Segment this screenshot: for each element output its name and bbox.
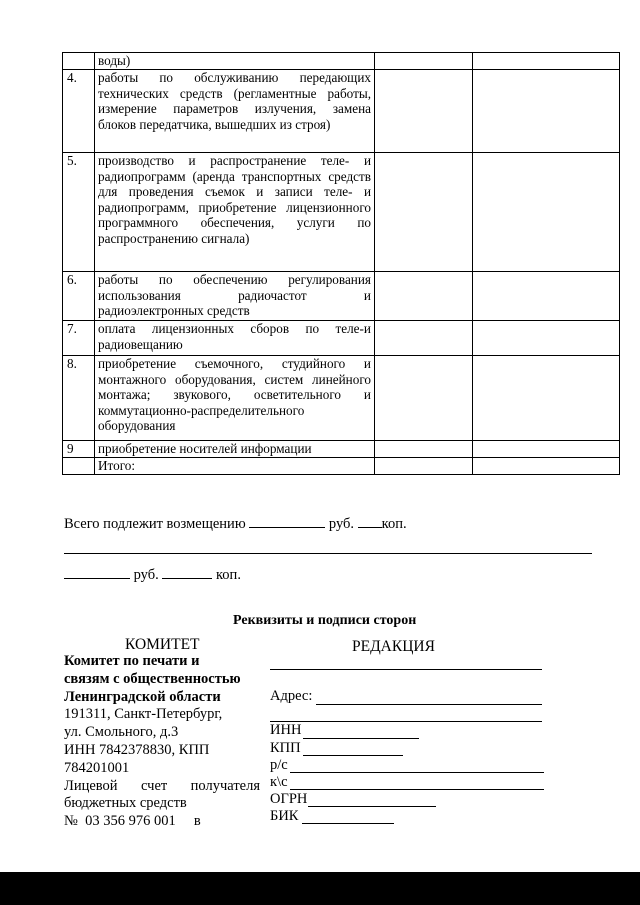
editorial-address-label: Адрес: xyxy=(270,688,313,704)
total-prefix: Всего подлежит возмещению xyxy=(64,516,246,532)
editorial-rs-line xyxy=(290,772,544,773)
kop-label-2: коп. xyxy=(216,567,241,583)
editorial-bik-label: БИК xyxy=(270,808,299,824)
row-cell-empty xyxy=(473,153,620,272)
total-kop-label: коп. xyxy=(381,516,407,532)
committee-details xyxy=(64,653,260,831)
row-number: 6. xyxy=(63,272,95,321)
committee-inn-kpp: ИНН 7842378830, КПП xyxy=(64,741,210,758)
row-cell-empty xyxy=(375,53,473,70)
table-row xyxy=(63,70,620,153)
committee-name-line: связям с общественностью xyxy=(64,670,241,687)
rub-blank-2 xyxy=(64,565,130,579)
row-cell-empty xyxy=(375,458,473,475)
row-number xyxy=(63,53,95,70)
editorial-kpp-label: КПП xyxy=(270,740,301,756)
total-rub-label: руб. xyxy=(328,516,355,532)
row-cell-empty xyxy=(473,321,620,356)
row-cell-empty xyxy=(473,458,620,475)
editorial-inn-label: ИНН xyxy=(270,722,302,738)
costs-table xyxy=(62,52,620,475)
editorial-bik-line xyxy=(302,823,394,824)
row-description: воды) xyxy=(95,53,375,70)
row-cell-empty xyxy=(375,153,473,272)
row-number: 9 xyxy=(63,441,95,458)
row-number xyxy=(63,458,95,475)
editorial-ogrn-label: ОГРН xyxy=(270,791,308,807)
table-row xyxy=(63,53,620,70)
committee-kpp-value: 784201001 xyxy=(64,759,130,776)
table-row xyxy=(63,321,620,356)
committee-name-line: Комитет по печати и xyxy=(64,653,200,669)
row-description: приобретение носителей информации xyxy=(95,441,375,458)
row-cell-empty xyxy=(473,441,620,458)
editorial-kpp-line xyxy=(303,755,403,756)
editorial-name-line xyxy=(270,669,542,670)
editorial-ogrn-line xyxy=(308,806,436,807)
row-total-label: Итого: xyxy=(95,458,375,475)
committee-address-line: ул. Смольного, д.3 xyxy=(64,724,179,741)
kop-blank-2 xyxy=(162,565,212,579)
row-cell-empty xyxy=(375,272,473,321)
table-row xyxy=(63,441,620,458)
row-cell-empty xyxy=(473,53,620,70)
scan-bottom-edge xyxy=(0,872,640,905)
row-description: работы по обслуживанию передающих технических средств (регламентные работы, измерение параметров излучения, замена блоков передатчика, вышедших из строя) xyxy=(95,70,375,153)
amount-in-words-line xyxy=(64,553,592,554)
editorial-title: РЕДАКЦИЯ xyxy=(352,638,435,655)
committee-account-line: бюджетных средств xyxy=(64,795,187,812)
table-row xyxy=(63,356,620,441)
table-row xyxy=(63,272,620,321)
row-cell-empty xyxy=(375,70,473,153)
row-cell-empty xyxy=(473,272,620,321)
editorial-ks-label: к\с xyxy=(270,774,288,790)
row-cell-empty xyxy=(375,356,473,441)
committee-name-line: Ленинградской области xyxy=(64,688,221,705)
editorial-address-line-2 xyxy=(270,721,542,722)
editorial-rs-label: р/с xyxy=(270,757,288,773)
row-cell-empty xyxy=(473,70,620,153)
row-number: 5. xyxy=(63,153,95,272)
signatures-heading: Реквизиты и подписи сторон xyxy=(233,613,417,628)
committee-title: КОМИТЕТ xyxy=(125,636,200,653)
rub-label-2: руб. xyxy=(133,567,159,583)
total-kop-blank xyxy=(358,514,382,528)
editorial-address-line xyxy=(316,704,542,705)
table-row xyxy=(63,458,620,475)
row-cell-empty xyxy=(375,441,473,458)
committee-account-number: № 03 356 976 001 в xyxy=(64,813,201,830)
row-cell-empty xyxy=(473,356,620,441)
editorial-inn-line xyxy=(303,738,419,739)
row-description: оплата лицензионных сборов по теле-и радиовещанию xyxy=(95,321,375,356)
committee-account-line: Лицевой счет получателя xyxy=(64,777,260,794)
row-cell-empty xyxy=(375,321,473,356)
table-row xyxy=(63,153,620,272)
total-line xyxy=(64,514,407,533)
row-number: 8. xyxy=(63,356,95,441)
editorial-ks-line xyxy=(290,789,544,790)
total-line-2 xyxy=(64,565,241,584)
row-number: 4. xyxy=(63,70,95,153)
total-rub-blank xyxy=(249,514,325,528)
committee-address-line: 191311, Санкт-Петербург, xyxy=(64,706,223,723)
row-description: приобретение съемочного, студийного и монтажного оборудования, систем линейного монтажа; звукового, осветительного и коммутационно-распределительного оборудования xyxy=(95,356,375,441)
row-number: 7. xyxy=(63,321,95,356)
row-description: производство и распространение теле- и радиопрограмм (аренда транспортных средств для проведения съемок и записи теле- и радиопрограмм, приобретение лицензионного программного обеспечения, услуги по распространению сигнала) xyxy=(95,153,375,272)
row-description: работы по обеспечению регулирования использования радиочастот и радиоэлектронных средств xyxy=(95,272,375,321)
